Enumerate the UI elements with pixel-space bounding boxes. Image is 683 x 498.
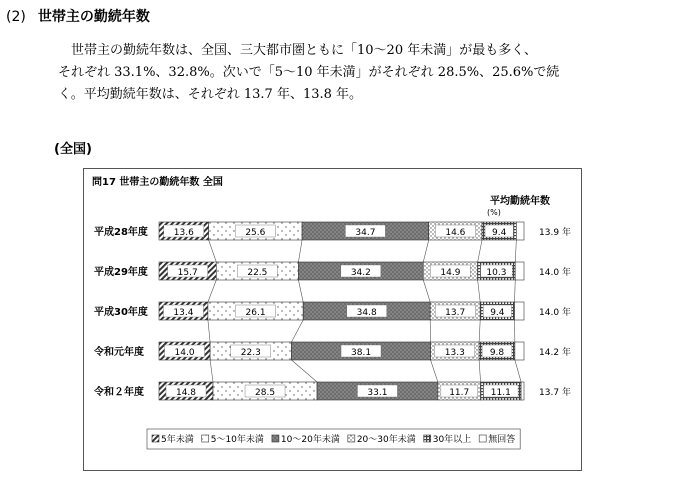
avg-tenure-value: 14.0 xyxy=(539,268,560,278)
bar-segment xyxy=(515,302,524,320)
connector-line xyxy=(431,360,438,382)
avg-tenure-value: 13.9 xyxy=(539,228,560,238)
paragraph-line-2: それぞれ 33.1%、32.8%。次いで「5～10 年未満」がそれぞれ 28.5%、25.6%で続 xyxy=(58,65,560,80)
percent-unit-label: (%) xyxy=(487,208,501,217)
data-label: 15.7 xyxy=(177,268,198,278)
data-label: 22.5 xyxy=(247,268,268,278)
paragraph-line-1: 世帯主の勤続年数は、全国、三大都市圏ともに「10～20 年未満」が最も多く、 xyxy=(71,43,537,58)
category-label: 平成30年度 xyxy=(94,307,148,318)
connector-line xyxy=(478,240,482,262)
tenure-chart xyxy=(83,168,582,471)
data-label: 9.4 xyxy=(490,308,505,318)
bar-segment xyxy=(515,262,524,280)
category-label: 令和元年度 xyxy=(94,347,144,358)
data-label: 14.9 xyxy=(440,268,461,278)
paragraph-line-3: く。平均勤続年数は、それぞれ 13.7 年、13.8 年。 xyxy=(58,87,363,102)
bar-segment xyxy=(515,342,524,360)
legend-label: 30年以上 xyxy=(432,435,472,445)
legend-label: 20～30年未満 xyxy=(356,435,416,445)
connector-line xyxy=(208,280,216,302)
avg-tenure-unit: 年 xyxy=(562,228,572,238)
legend-label: 10～20年未満 xyxy=(280,435,340,445)
data-label: 38.1 xyxy=(351,348,372,358)
avg-tenure-value: 14.0 xyxy=(539,308,560,318)
data-label: 25.6 xyxy=(245,228,266,238)
data-label: 26.1 xyxy=(245,308,266,318)
data-label: 14.8 xyxy=(175,388,197,398)
data-label: 34.7 xyxy=(355,228,376,238)
data-label: 13.3 xyxy=(444,348,465,358)
legend-swatch xyxy=(152,435,159,442)
connector-line xyxy=(479,320,480,342)
legend-swatch xyxy=(272,435,279,442)
legend-swatch xyxy=(479,435,486,442)
connector-line xyxy=(298,280,303,302)
legend-label: 5年未満 xyxy=(161,435,194,445)
legend-swatch xyxy=(202,435,209,442)
section-heading xyxy=(6,6,150,26)
connector-line xyxy=(479,360,480,382)
section-number: (2) xyxy=(6,9,26,25)
avg-tenure-unit: 年 xyxy=(562,308,572,318)
bar-rows xyxy=(93,222,571,400)
connector-line xyxy=(515,360,521,382)
data-label: 34.8 xyxy=(356,308,377,318)
data-label: 33.1 xyxy=(367,388,388,398)
chart-title: 問17 世帯主の勤続年数 全国 xyxy=(92,177,223,188)
legend-swatch xyxy=(348,435,355,442)
connector-line xyxy=(423,280,430,302)
summary-paragraph xyxy=(58,40,670,106)
connector-line xyxy=(209,240,217,262)
connector-line xyxy=(291,320,303,342)
section-title: 世帯主の勤続年数 xyxy=(37,9,150,25)
avg-tenure-value: 14.2 xyxy=(539,348,560,358)
legend-label: 5～10年未満 xyxy=(210,435,264,445)
connector-line xyxy=(298,240,302,262)
data-label: 11.7 xyxy=(449,388,470,398)
connector-line xyxy=(515,240,516,262)
connector-line xyxy=(423,240,428,262)
connector-line xyxy=(515,280,516,302)
connector-line xyxy=(291,360,317,382)
data-label: 14.0 xyxy=(174,348,195,358)
data-label: 22.3 xyxy=(240,348,261,358)
data-label: 13.6 xyxy=(173,228,194,238)
data-label: 13.7 xyxy=(445,308,466,318)
bar-segment xyxy=(521,382,524,400)
data-label: 10.3 xyxy=(486,268,507,278)
data-label: 28.5 xyxy=(255,388,276,398)
legend-label: 無回答 xyxy=(488,435,516,445)
chart-legend xyxy=(147,429,520,449)
legend-swatch xyxy=(424,435,431,442)
bar-segment xyxy=(516,222,524,240)
data-label: 13.4 xyxy=(173,308,194,318)
avg-tenure-unit: 年 xyxy=(562,268,572,278)
data-label: 9.4 xyxy=(492,228,507,238)
connector-line xyxy=(478,280,481,302)
avg-tenure-header: 平均勤続年数 xyxy=(490,196,550,207)
category-label: 令和２年度 xyxy=(94,387,144,398)
category-label: 平成29年度 xyxy=(94,267,148,278)
avg-tenure-unit: 年 xyxy=(562,348,572,358)
avg-tenure-value: 13.7 xyxy=(539,388,560,398)
subsection-title: (全国) xyxy=(54,142,92,157)
avg-tenure-unit: 年 xyxy=(562,388,572,398)
data-label: 34.2 xyxy=(350,268,371,278)
data-label: 11.1 xyxy=(490,388,511,398)
category-label: 平成28年度 xyxy=(94,227,148,238)
connector-line xyxy=(210,360,213,382)
data-label: 9.8 xyxy=(489,348,505,358)
data-label: 14.6 xyxy=(445,228,466,238)
tenure-chart-svg xyxy=(84,169,583,472)
connector-line xyxy=(208,320,210,342)
